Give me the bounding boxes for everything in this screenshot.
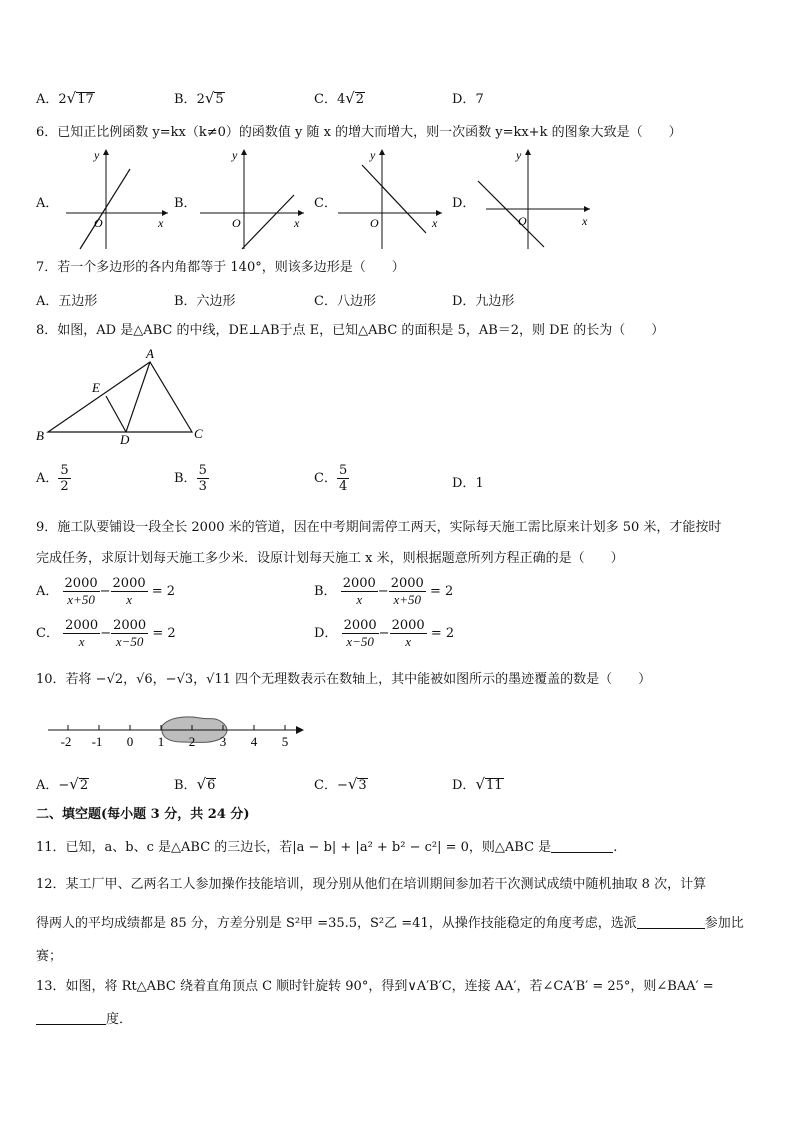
q5-option-b: B．2√5: [174, 89, 224, 107]
q10-option-b: B．√6: [174, 775, 216, 793]
q6-graph-d: [472, 145, 596, 253]
q5-option-d: D．7: [452, 92, 484, 107]
q6-graph-b-line: [242, 195, 294, 249]
q7-option-a: A．五边形: [36, 294, 98, 309]
q6-graph-c: [334, 145, 450, 253]
q11-answer-blank[interactable]: [551, 838, 613, 853]
q9-option-c: C． $\frac{2000}{x}$ − $\frac{2000}{x-50}$ = 2: [36, 618, 176, 649]
axis-y-label: y: [94, 148, 100, 162]
q8-stem: 8．如图，AD 是△ABC 的中线，DE⊥AB于点 E，已知△ABC 的面积是 5，AB＝2，则 DE 的长为（ ）: [36, 323, 665, 338]
q6-label-a: A．: [36, 196, 59, 211]
axis-y-label: y: [516, 148, 522, 162]
q9-option-d: D． $\frac{2000}{x-50}$ − $\frac{2000}{x}$ = 2: [314, 618, 455, 649]
axis-x-label: x: [294, 216, 300, 230]
q7-stem: 7．若一个多边形的各内角都等于 140°，则该多边形是（ ）: [36, 260, 405, 275]
tick-label: 1: [157, 734, 165, 749]
point-c-label: C: [194, 426, 203, 441]
axis-y-label: y: [232, 148, 238, 162]
point-b-label: B: [36, 428, 44, 443]
q6-graph-a-line: [80, 169, 130, 249]
tick-label: -2: [60, 734, 72, 749]
q9-stem-line2: 完成任务，求原计划每天施工多少米．设原计划每天施工 x 米，则根据题意所列方程正确的是（ ）: [36, 551, 624, 566]
q12-line3: 赛；: [36, 949, 63, 964]
point-e-label: E: [92, 380, 100, 395]
tick-label: 5: [281, 734, 289, 749]
q10-number-line: [44, 712, 310, 752]
q7-option-c: C．八边形: [314, 294, 376, 309]
q6-label-c: C．: [314, 196, 337, 211]
q13-line1: 13．如图，将 Rt△ABC 绕着直角顶点 C 顺时针旋转 90°，得到∨A′B′C，连接 AA′，若∠CA′B′ = 25°，则∠BAA′ =: [36, 979, 714, 994]
q12-line1: 12．某工厂甲、乙两名工人参加操作技能培训，现分别从他们在培训期间参加若干次测试成绩中随机抽取 8 次，计算: [36, 877, 707, 892]
q9-option-b: B． $\frac{2000}{x}$ − $\frac{2000}{x+50}$ = 2: [314, 576, 454, 607]
q11-stem: 11．已知，a、b、c 是△ABC 的三边长，若|a − b| + |a² + b² − c²| = 0，则△ABC 是 .: [36, 840, 618, 855]
tick-label: -1: [91, 734, 103, 749]
tick-label: 3: [219, 734, 227, 749]
q8-option-d: D．1: [452, 476, 484, 491]
q13-line2: 度．: [36, 1010, 758, 1029]
q6-label-b: B．: [174, 196, 197, 211]
q6-graph-b: [196, 145, 312, 253]
origin-label: O: [94, 216, 103, 230]
q5-option-a: A．2√17: [36, 89, 94, 107]
q12-answer-blank[interactable]: [637, 914, 705, 929]
q10-option-c: C．−√3: [314, 775, 367, 793]
tick-label: 2: [188, 734, 196, 749]
q9-stem-line1: 9．施工队要铺设一段全长 2000 米的管道，因在中考期间需停工两天，实际每天施工需比原来计划多 50 米，才能按时: [36, 520, 722, 535]
axis-x-label: x: [582, 214, 588, 228]
q10-option-d: D．√11: [452, 775, 503, 793]
q6-graph-a: [58, 145, 174, 253]
q6-stem: 6．已知正比例函数 y=kx（k≠0）的函数值 y 随 x 的增大而增大，则一次函数 y=kx+k 的图象大致是（ ）: [36, 125, 682, 140]
q6-label-d: D．: [452, 196, 476, 211]
point-d-label: D: [120, 432, 130, 447]
axis-x-label: x: [158, 216, 164, 230]
tick-label: 4: [250, 734, 258, 749]
q7-option-b: B．六边形: [174, 294, 236, 309]
q10-stem: 10．若将 −√2，√6，−√3，√11 四个无理数表示在数轴上，其中能被如图所示的墨迹覆盖的数是（ ）: [36, 672, 652, 687]
tick-label: 0: [126, 734, 134, 749]
section-heading: 二、填空题(每小题 3 分，共 24 分): [36, 807, 250, 822]
origin-label: O: [370, 216, 379, 230]
axis-x-label: x: [432, 216, 438, 230]
q8-option-a: A． $\frac{5}{2}$: [36, 463, 69, 494]
q9-option-a: A． $\frac{2000}{x+50}$ − $\frac{2000}{x}$ = 2: [36, 576, 176, 607]
q12-line2: 得两人的平均成绩都是 85 分，方差分别是 S²甲 =35.5，S²乙 =41，从操作技能稳定的角度考虑，选派 参加比: [36, 916, 744, 931]
origin-label: O: [518, 214, 527, 228]
q8-triangle-figure: [34, 344, 214, 448]
q13-answer-blank[interactable]: [36, 1010, 106, 1025]
q8-option-b: B． $\frac{5}{3}$: [174, 463, 207, 494]
q7-option-d: D．九边形: [452, 294, 515, 309]
q10-option-a: A．−√2: [36, 775, 89, 793]
q5-option-c: C．4√2: [314, 89, 365, 107]
q6-graph-d-line: [478, 181, 544, 247]
axis-y-label: y: [370, 148, 376, 162]
q8-option-c: C． $\frac{5}{4}$: [314, 463, 348, 494]
origin-label: O: [232, 216, 241, 230]
point-a-label: A: [146, 346, 154, 361]
